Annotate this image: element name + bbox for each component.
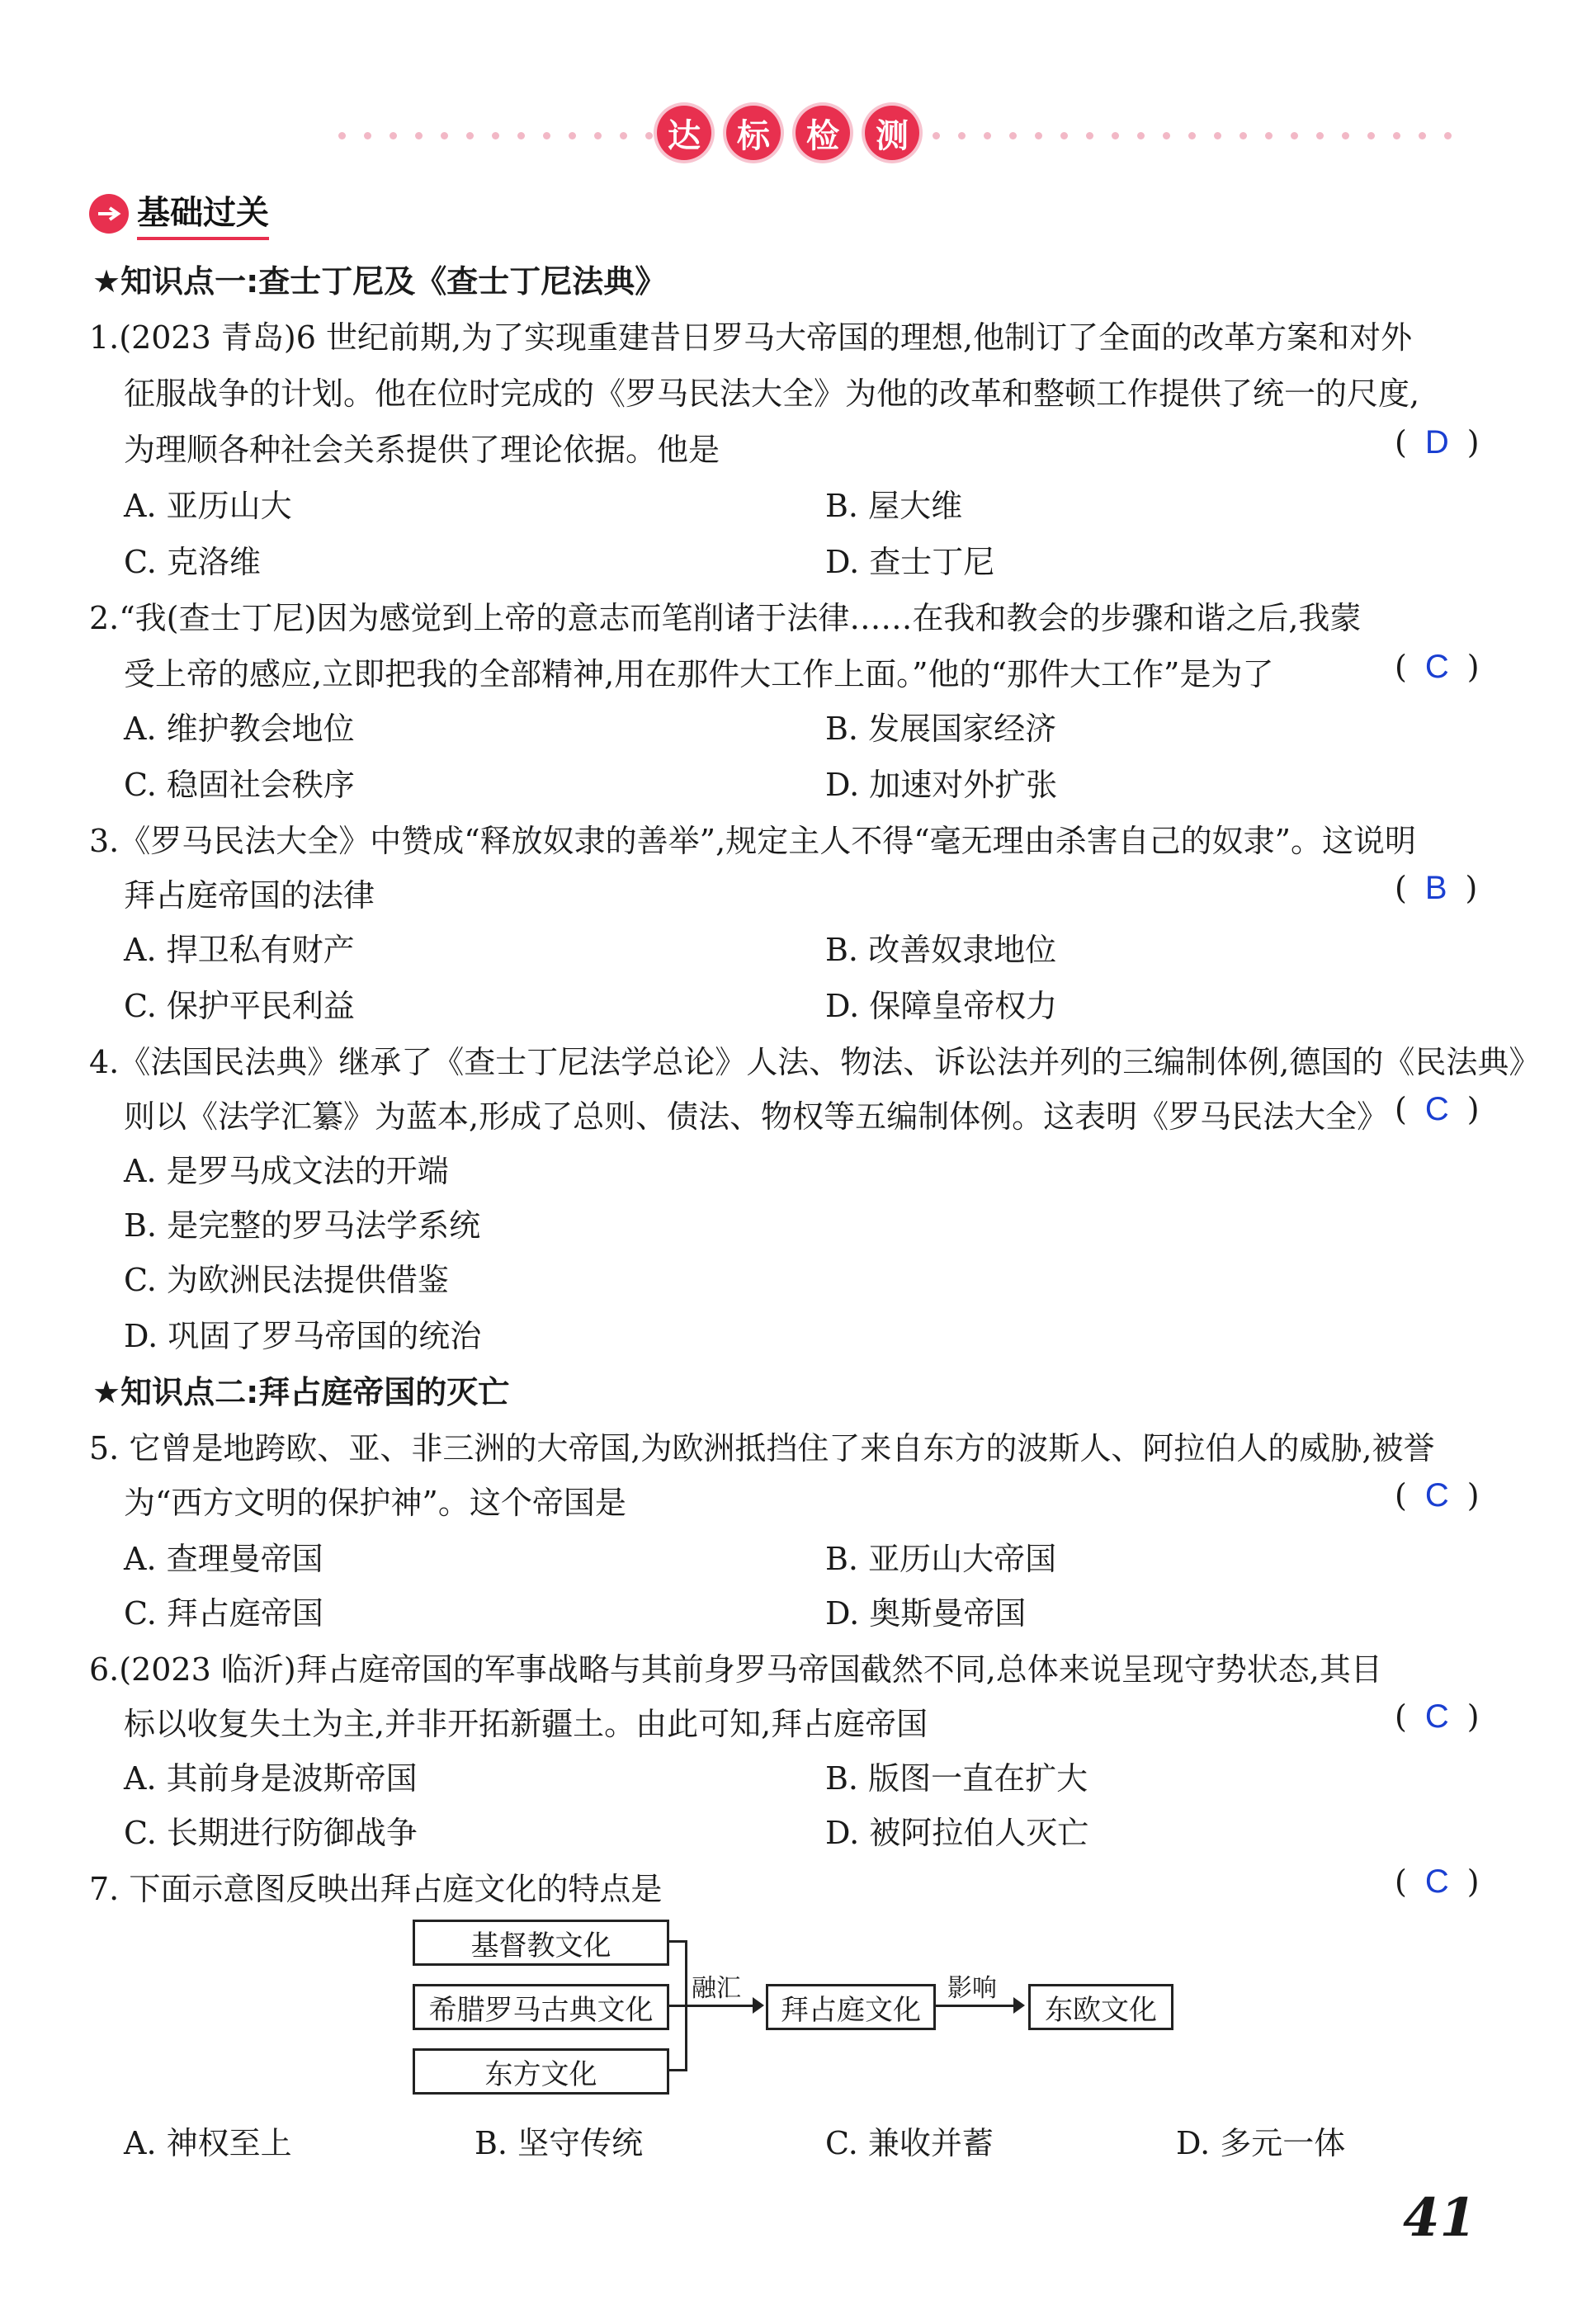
decorative-dots-right [933, 132, 1452, 144]
option-d: D. 巩固了罗马帝国的统治 [124, 1318, 482, 1354]
arrow-right-icon [753, 1997, 766, 2014]
section-title: 基础过关 [137, 187, 269, 240]
knowledge-point-1: ★知识点一:查士丁尼及《查士丁尼法典》 [92, 263, 667, 300]
option-b: B. 屋大维 [825, 488, 963, 524]
option-b: B. 是完整的罗马法学系统 [124, 1207, 481, 1244]
question-5-text: 5. 它曾是地跨欧、亚、非三洲的大帝国,为欧洲抵挡住了来自东方的波斯人、阿拉伯人的威胁,被誉 [89, 1430, 1435, 1466]
option-c: C. 拜占庭帝国 [124, 1595, 323, 1632]
option-c: C. 长期进行防御战争 [124, 1815, 418, 1851]
arrow-right-icon [89, 194, 129, 234]
option-a: A. 亚历山大 [124, 488, 292, 524]
option-b: B. 坚守传统 [475, 2125, 644, 2161]
option-d: D. 加速对外扩张 [825, 767, 1058, 803]
answer-bracket: ( C ) [1395, 1091, 1480, 1127]
arrow-right-icon [1013, 1997, 1027, 2014]
answer-bracket: ( C ) [1395, 649, 1480, 685]
header-badge: 达 [657, 106, 711, 160]
question-1-text: 为理顺各种社会关系提供了理论依据。他是 [124, 432, 720, 468]
question-1-text: 征服战争的计划。他在位时完成的《罗马民法大全》为他的改革和整顿工作提供了统一的尺度, [124, 375, 1420, 412]
diagram-box-byzantine-culture: 拜占庭文化 [766, 1984, 936, 2030]
header-badge: 检 [796, 106, 850, 160]
option-a: A. 维护教会地位 [124, 711, 355, 747]
answer-3: B [1424, 870, 1447, 906]
answer-bracket: ( C ) [1395, 1477, 1480, 1514]
answer-1: D [1424, 424, 1449, 460]
answer-bracket: ( D ) [1395, 424, 1480, 460]
diagram-box-east-european-culture: 东欧文化 [1028, 1984, 1173, 2030]
option-c: C. 保护平民利益 [124, 988, 355, 1024]
question-7-text: 7. 下面示意图反映出拜占庭文化的特点是 [89, 1871, 663, 1907]
answer-2: C [1424, 649, 1449, 685]
option-d: D. 查士丁尼 [825, 544, 995, 580]
option-d: D. 被阿拉伯人灭亡 [825, 1815, 1089, 1851]
answer-4: C [1424, 1091, 1449, 1127]
question-2-text: 2.“我(查士丁尼)因为感觉到上帝的意志而笔削诸于法律……在我和教会的步骤和谐之后,我蒙 [89, 600, 1362, 636]
option-b: B. 改善奴隶地位 [825, 932, 1057, 968]
decorative-dots-left [338, 132, 704, 144]
option-a: A. 查理曼帝国 [124, 1541, 323, 1577]
page-number: 41 [1403, 2187, 1477, 2249]
diagram-label-influence: 影响 [947, 1974, 997, 2003]
option-b: B. 版图一直在扩大 [825, 1760, 1088, 1797]
answer-6: C [1424, 1698, 1449, 1735]
diagram-label-merge: 融汇 [692, 1974, 741, 2003]
question-4-text: 4.《法国民法典》继承了《查士丁尼法学总论》人法、物法、诉讼法并列的三编制体例,德国的《民法典》 [89, 1044, 1541, 1080]
option-d: D. 保障皇帝权力 [825, 988, 1058, 1024]
option-c: C. 克洛维 [124, 544, 261, 580]
answer-7: C [1424, 1863, 1449, 1900]
option-a: A. 神权至上 [124, 2125, 292, 2161]
option-d: D. 多元一体 [1176, 2125, 1346, 2161]
question-3-text: 拜占庭帝国的法律 [124, 877, 375, 914]
option-a: A. 捍卫私有财产 [124, 932, 355, 968]
question-1-text: 1.(2023 青岛)6 世纪前期,为了实现重建昔日罗马大帝国的理想,他制订了全面的改革方案和对外 [89, 319, 1413, 356]
option-c: C. 为欧洲民法提供借鉴 [124, 1262, 449, 1298]
option-a: A. 其前身是波斯帝国 [124, 1760, 418, 1797]
diagram-connector [667, 1940, 687, 1943]
diagram-box-greco-roman-culture: 希腊罗马古典文化 [413, 1984, 669, 2030]
option-b: B. 发展国家经济 [825, 711, 1057, 747]
option-a: A. 是罗马成文法的开端 [124, 1153, 449, 1189]
option-c: C. 稳固社会秩序 [124, 767, 355, 803]
option-d: D. 奥斯曼帝国 [825, 1595, 1027, 1632]
question-5-text: 为“西方文明的保护神”。这个帝国是 [124, 1485, 626, 1521]
question-2-text: 受上帝的感应,立即把我的全部精神,用在那件大工作上面。”他的“那件大工作”是为了 [124, 656, 1274, 692]
question-3-text: 3.《罗马民法大全》中赞成“释放奴隶的善举”,规定主人不得“毫无理由杀害自己的奴隶”。这说明 [89, 823, 1417, 859]
option-b: B. 亚历山大帝国 [825, 1541, 1057, 1577]
question-4-text: 则以《法学汇纂》为蓝本,形成了总则、债法、物权等五编制体例。这表明《罗马民法大全》 [124, 1098, 1389, 1135]
diagram-connector [667, 2069, 687, 2071]
diagram-box-christian-culture: 基督教文化 [413, 1920, 669, 1966]
header-badges [657, 106, 919, 160]
diagram-box-eastern-culture: 东方文化 [413, 2048, 669, 2095]
section-heading [89, 187, 269, 240]
diagram-connector [667, 2005, 687, 2007]
question-6-text: 6.(2023 临沂)拜占庭帝国的军事战略与其前身罗马帝国截然不同,总体来说呈现守势状态,其目 [89, 1651, 1382, 1688]
header-badge: 测 [865, 106, 919, 160]
diagram-connector [933, 2005, 1016, 2007]
header-badge: 标 [726, 106, 781, 160]
answer-bracket: ( C ) [1395, 1698, 1480, 1735]
knowledge-point-2: ★知识点二:拜占庭帝国的灭亡 [92, 1374, 510, 1410]
answer-bracket: ( B ) [1395, 870, 1478, 906]
diagram-connector [685, 2005, 759, 2007]
answer-bracket: ( C ) [1395, 1863, 1480, 1900]
option-c: C. 兼收并蓄 [825, 2125, 994, 2161]
answer-5: C [1424, 1477, 1449, 1514]
question-6-text: 标以收复失土为主,并非开拓新疆土。由此可知,拜占庭帝国 [124, 1706, 928, 1742]
